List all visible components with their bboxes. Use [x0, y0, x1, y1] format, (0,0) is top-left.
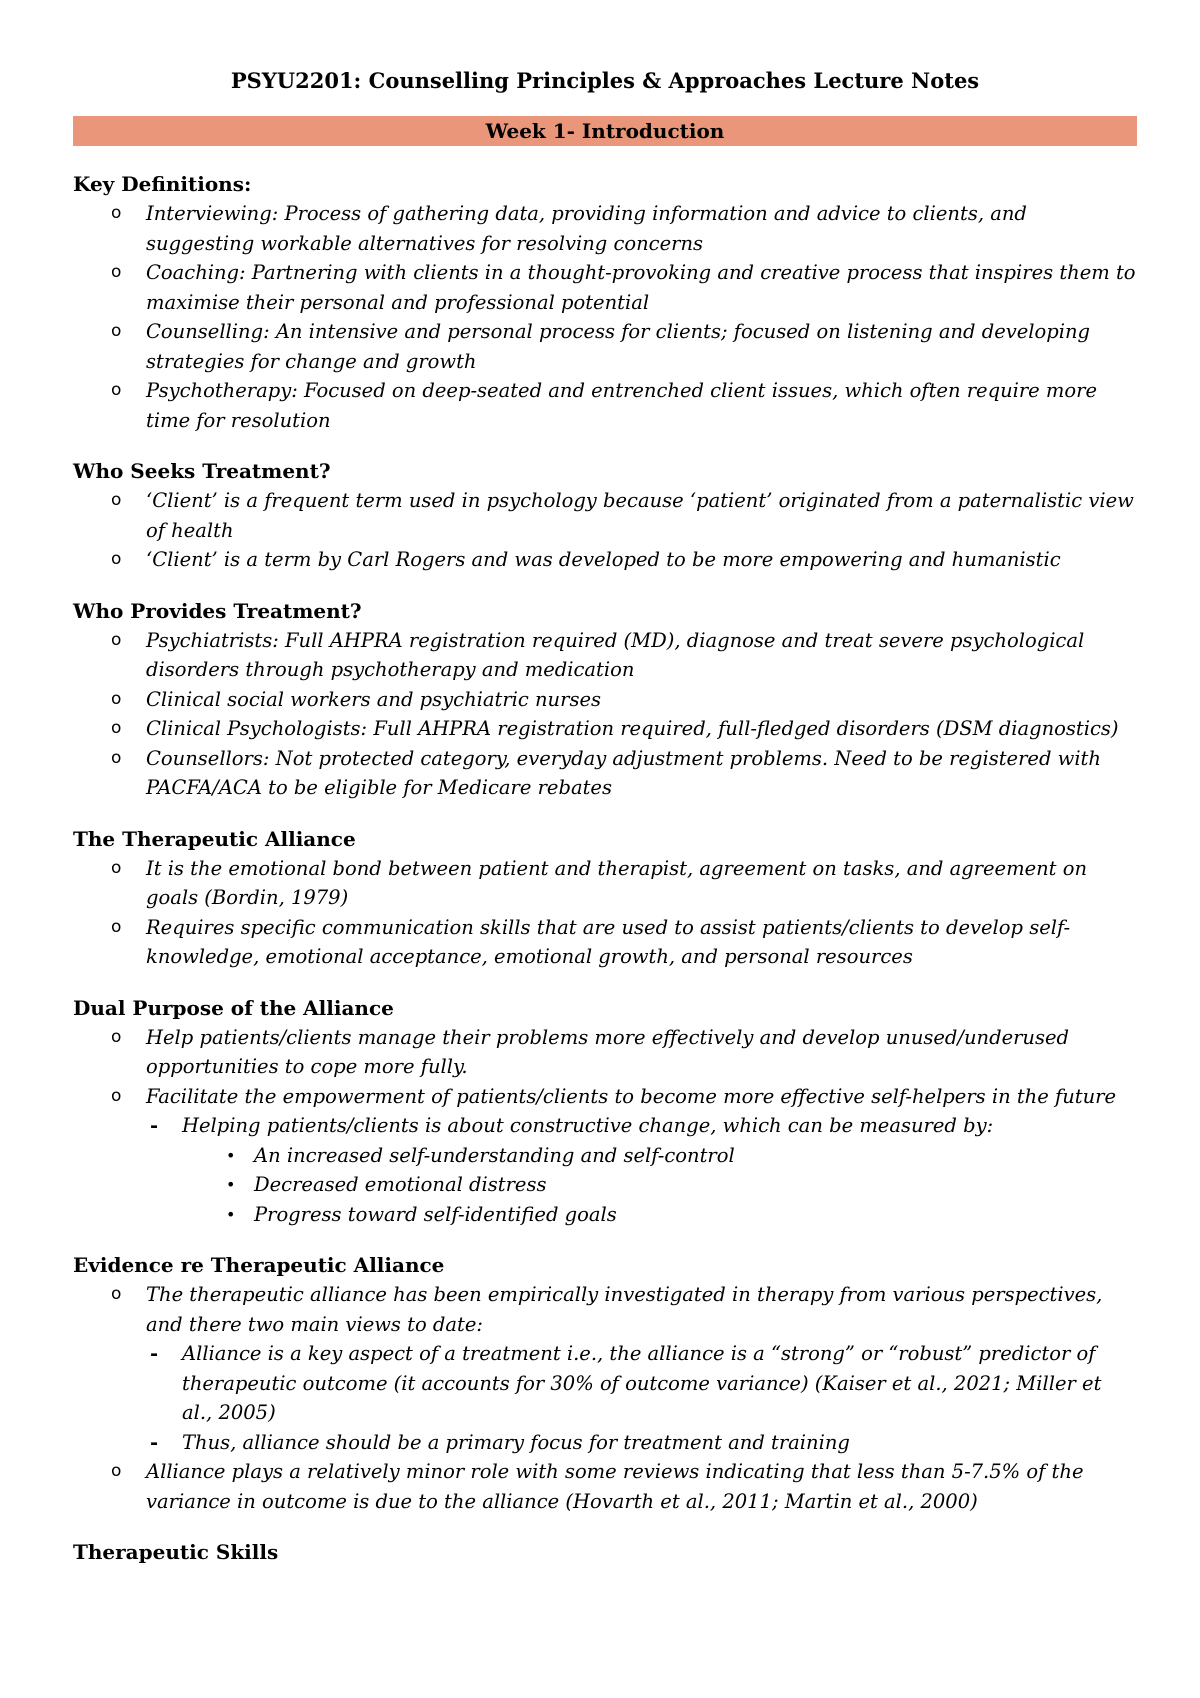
bullet-marker-icon: o — [111, 747, 122, 768]
list-item — [182, 1170, 1137, 1200]
bullet-list-level-1 — [73, 486, 1137, 575]
bullet-marker-icon: • — [226, 1204, 236, 1224]
list-item-text: Progress toward self-identified goals — [254, 1202, 617, 1226]
bullet-marker-icon: o — [111, 203, 122, 223]
list-item-text: Requires specific communication skills that are used to assist patients/clients to develop self-knowledge, emotional acceptance, emotional growth, and personal resources — [146, 915, 1071, 968]
list-item — [73, 913, 1137, 972]
list-item — [73, 714, 1137, 744]
bullet-marker-icon: - — [150, 1114, 159, 1137]
list-item — [73, 626, 1137, 685]
section-heading: Key Definitions: — [73, 172, 252, 196]
section — [73, 1251, 1137, 1516]
list-item — [73, 317, 1137, 376]
section-heading: Evidence re Therapeutic Alliance — [73, 1253, 445, 1277]
section — [73, 1538, 1137, 1567]
list-item-text: An increased self-understanding and self-control — [254, 1143, 735, 1167]
bullet-list-level-1 — [73, 854, 1137, 972]
list-item — [73, 258, 1137, 317]
list-item-text: Help patients/clients manage their problems more effectively and develop unused/underused opportunities to cope more fully. — [146, 1025, 1070, 1078]
bullet-marker-icon: o — [111, 490, 122, 510]
bullet-marker-icon: • — [226, 1175, 236, 1194]
bullet-marker-icon: o — [111, 1284, 122, 1304]
bullet-list-level-1 — [73, 1280, 1137, 1516]
bullet-marker-icon: • — [226, 1145, 236, 1165]
section-heading: Therapeutic Skills — [73, 1540, 279, 1564]
bullet-marker-icon: o — [111, 1085, 122, 1106]
list-item-text: Alliance plays a relatively minor role with some reviews indicating that less than 5-7.5% of the variance in outcome is due to the alliance (Hovarth et al., 2011; Martin et al., 2000) — [146, 1460, 1084, 1513]
list-item-text: It is the emotional bond between patient and therapist, agreement on tasks, and agreement on goals (Bordin, 1979) — [146, 856, 1088, 909]
bullet-marker-icon: o — [111, 549, 122, 569]
list-item-text: Counselling: An intensive and personal process for clients; focused on listening and developing strategies for change and growth — [146, 320, 1091, 373]
list-item-text: Clinical social workers and psychiatric nurses — [146, 687, 601, 711]
section-heading: Who Provides Treatment? — [73, 598, 362, 623]
bullet-marker-icon: - — [150, 1342, 159, 1365]
list-item — [73, 1082, 1137, 1230]
bullet-marker-icon: o — [111, 688, 122, 709]
bullet-marker-icon: o — [111, 262, 122, 282]
section — [73, 170, 1137, 435]
bullet-marker-icon: - — [150, 1430, 159, 1454]
bullet-marker-icon: o — [111, 1461, 122, 1481]
section — [73, 994, 1137, 1230]
list-item — [146, 1111, 1137, 1229]
list-item-text: ‘Client’ is a term by Carl Rogers and was developed to be more empowering and humanistic — [146, 548, 1061, 571]
list-item — [73, 486, 1137, 545]
bullet-marker-icon: o — [111, 380, 122, 400]
list-item-text: Helping patients/clients is about constructive change, which can be measured by: — [182, 1114, 994, 1137]
list-item-text: Decreased emotional distress — [254, 1173, 547, 1196]
list-item — [73, 685, 1137, 715]
bullet-list-level-1 — [73, 1023, 1137, 1230]
list-item-text: Psychotherapy: Focused on deep-seated and entrenched client issues, which often require more time for resolution — [146, 379, 1098, 432]
list-item — [73, 545, 1137, 575]
list-item — [73, 744, 1137, 803]
page-title: PSYU2201: Counselling Principles & Approaches Lecture Notes — [230, 68, 980, 93]
bullet-list-level-2 — [146, 1111, 1137, 1229]
bullet-list-level-1 — [73, 199, 1137, 435]
list-item-text: Clinical Psychologists: Full AHPRA registration required, full-fledged disorders (DSM diagnostics) — [146, 717, 1119, 740]
section — [73, 825, 1137, 972]
list-item-text: Counsellors: Not protected category, everyday adjustment problems. Need to be registered with PACFA/ACA to be eligible for Medicare rebates — [146, 746, 1101, 799]
section — [73, 457, 1137, 575]
list-item-text: Thus, alliance should be a primary focus for treatment and training — [182, 1430, 850, 1454]
bullet-marker-icon: o — [111, 1026, 122, 1047]
section — [73, 597, 1137, 803]
bullet-marker-icon: o — [111, 857, 122, 878]
bullet-marker-icon: o — [111, 916, 122, 937]
list-item-text: ‘Client’ is a frequent term used in psychology because ‘patient’ originated from a paternalistic view of health — [146, 489, 1134, 542]
list-item — [182, 1141, 1137, 1171]
list-item-text: Facilitate the empowerment of patients/clients to become more effective self-helpers in the future — [146, 1084, 1117, 1108]
list-item — [73, 1023, 1137, 1082]
bullet-list-level-2 — [146, 1339, 1137, 1457]
list-item-text: Psychiatrists: Full AHPRA registration required (MD), diagnose and treat severe psychological disorders through psychotherapy and medication — [146, 628, 1085, 681]
section-heading: Who Seeks Treatment? — [73, 459, 331, 483]
bullet-marker-icon: o — [111, 321, 122, 341]
bullet-marker-icon: o — [111, 718, 122, 738]
week-banner: Week 1- Introduction — [73, 116, 1137, 146]
list-item-text: Coaching: Partnering with clients in a thought-provoking and creative process that inspires them to maximise their personal and professional potential — [146, 261, 1136, 314]
bullet-list-level-1 — [73, 626, 1137, 803]
list-item — [182, 1200, 1137, 1230]
notes-body — [73, 170, 1137, 1567]
list-item — [146, 1339, 1137, 1428]
list-item-text: Alliance is a key aspect of a treatment i.e., the alliance is a “strong” or “robust” predictor of therapeutic outcome (it accounts for 30% of outcome variance) (Kaiser et al., 2021; Miller et al., 2005) — [182, 1342, 1102, 1424]
list-item-text: Interviewing: Process of gathering data, providing information and advice to clients, and suggesting workable alternatives for resolving concerns — [146, 202, 1027, 255]
bullet-marker-icon: o — [111, 629, 122, 650]
list-item — [146, 1428, 1137, 1458]
list-item — [73, 199, 1137, 258]
list-item — [73, 854, 1137, 913]
list-item — [73, 376, 1137, 435]
bullet-list-level-3 — [182, 1141, 1137, 1230]
list-item — [73, 1280, 1137, 1457]
section-heading: Dual Purpose of the Alliance — [73, 995, 394, 1020]
list-item-text: The therapeutic alliance has been empirically investigated in therapy from various perspectives, and there two main views to date: — [146, 1283, 1103, 1336]
section-heading: The Therapeutic Alliance — [73, 826, 356, 851]
list-item — [73, 1457, 1137, 1516]
